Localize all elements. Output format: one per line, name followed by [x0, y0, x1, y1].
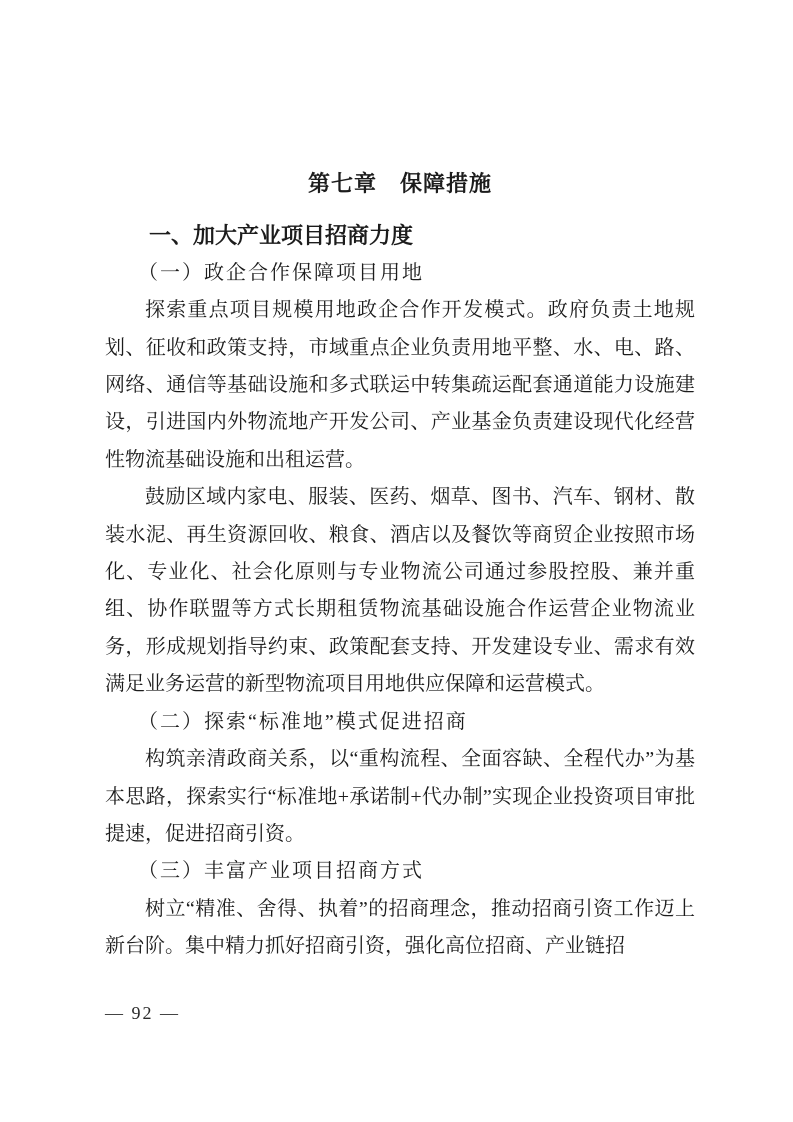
subsection-heading-2: （二）探索“标准地”模式促进招商	[138, 710, 468, 733]
subsection-heading-3: （三）丰富产业项目招商方式	[138, 860, 424, 883]
section-heading: 一、加大产业项目招商力度	[149, 223, 414, 249]
chapter-title: 第七章 保障措施	[307, 171, 492, 196]
paragraph: 树立“精准、舍得、执着”的招商理念，推动招商引资工作迈上新台阶。集中精力抓好招商引资，强化高位招商、产业链招	[105, 897, 695, 958]
paragraph: 构筑亲清政商关系，以“重构流程、全面容缺、全程代办”为基本思路，探索实行“标准地+承诺制+代办制”实现企业投资项目审批提速，促进招商引资。	[105, 748, 695, 845]
paragraph: 探索重点项目规模用地政企合作开发模式。政府负责土地规划、征收和政策支持，市域重点企业负责用地平整、水、电、路、网络、通信等基础设施和多式联运中转集疏运配套通道能力设施建设，引进国内外物流地产开发公司、产业基金负责建设现代化经营性物流基础设施和出租运营。	[105, 299, 695, 471]
document-body	[105, 165, 695, 966]
paragraph: 鼓励区域内家电、服装、医药、烟草、图书、汽车、钢材、散装水泥、再生资源回收、粮食、酒店以及餐饮等商贸企业按照市场化、专业化、社会化原则与专业物流公司通过参股控股、兼并重组、协作联盟等方式长期租赁物流基础设施合作运营企业物流业务，形成规划指导约束、政策配套支持、开发建设专业、需求有效满足业务运营的新型物流项目用地供应保障和运营模式。	[105, 486, 695, 696]
page-number: — 92 —	[105, 1003, 180, 1023]
subsection-heading-1: （一）政企合作保障项目用地	[138, 261, 424, 284]
